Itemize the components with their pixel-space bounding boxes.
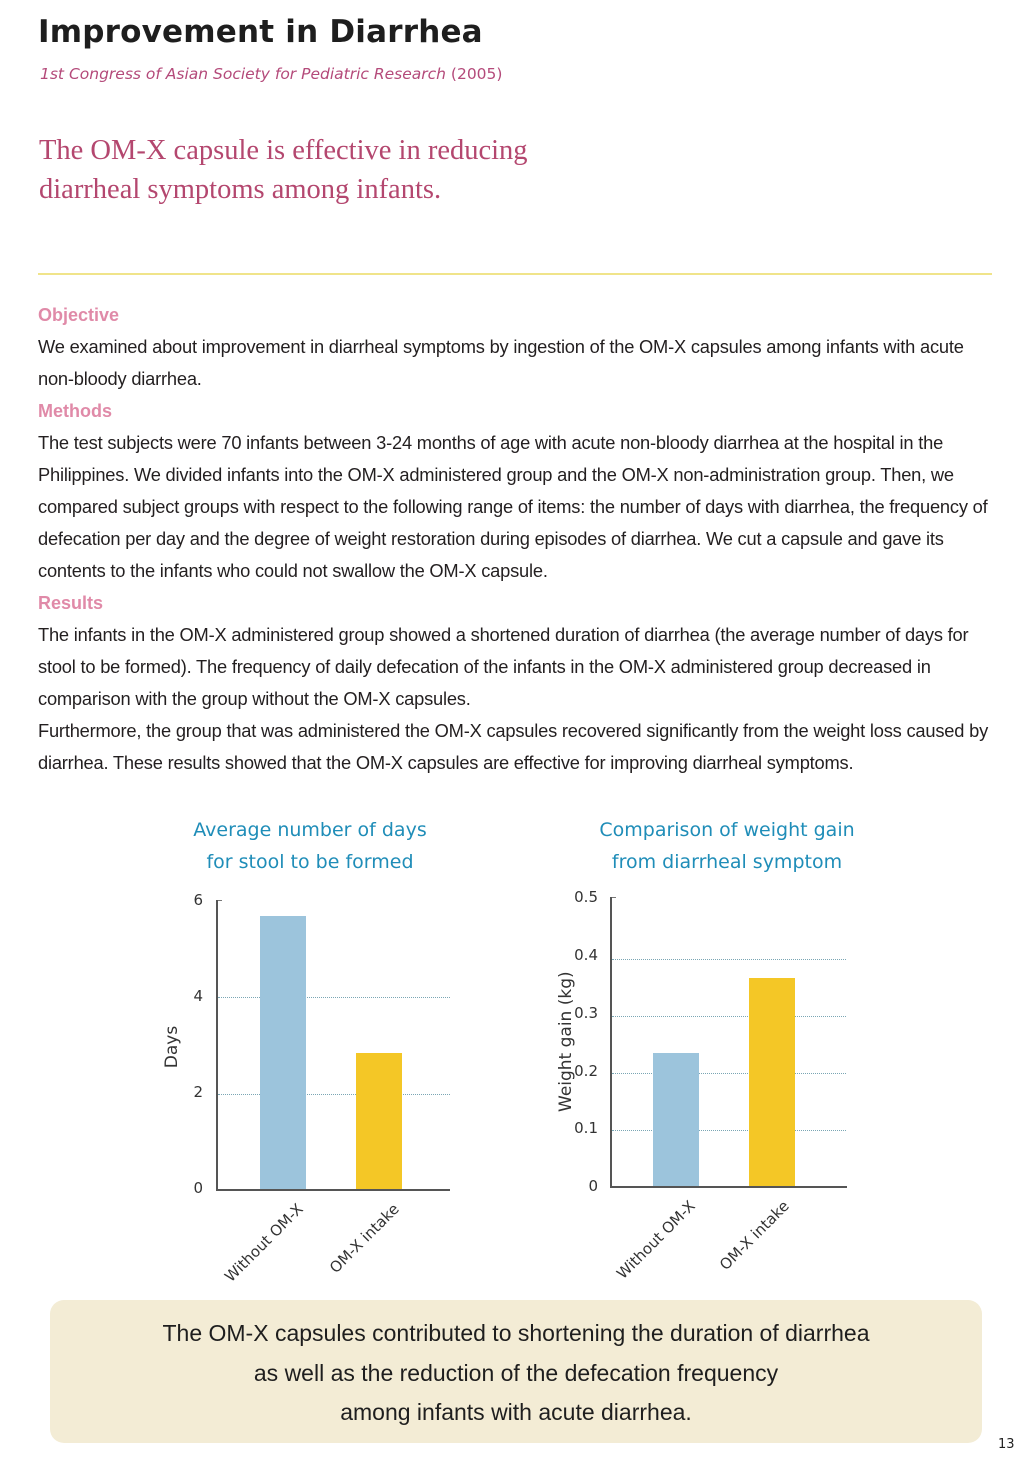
days-y-axis: [216, 900, 218, 1190]
y-tick-0.5: 0.5: [574, 888, 598, 906]
objective-body: We examined about improvement in diarrheal symptoms by ingestion of the OM-X capsules among infants with acute non-bloody diarrhea.: [38, 336, 964, 389]
weight-x-axis: [610, 1186, 847, 1188]
bar-without-omx-weight: [653, 1053, 699, 1187]
weight-chart-title: [567, 814, 887, 878]
bar-without-omx-days: [260, 916, 306, 1190]
headline: [39, 131, 659, 209]
methods-section: [38, 395, 998, 587]
bar-omx-intake-days: [356, 1053, 402, 1190]
results-body-2: Furthermore, the group that was administered the OM-X capsules recovered significantly from the weight loss caused by diarrhea. These results showed that the OM-X capsules are effective for improving diarrheal symptoms.: [38, 720, 989, 773]
y-tick-0: 0: [588, 1177, 598, 1195]
weight-y-axis-title: Weight gain (kg): [556, 971, 576, 1112]
headline-line-2: diarrheal symptoms among infants.: [39, 174, 442, 205]
y-tick-6: 6: [193, 891, 203, 909]
results-section: [38, 587, 998, 779]
conclusion-line-3: among infants with acute diarrhea.: [340, 1399, 692, 1425]
gridline-0.3: [612, 1016, 846, 1017]
days-chart-title: [160, 814, 460, 878]
results-body-1: The infants in the OM-X administered group showed a shortened duration of diarrhea (the average number of days for stool to be formed). The frequency of daily defecation of the infants in the OM-X administered group decreased in comparison with the group without the OM-X capsules.: [38, 624, 969, 709]
results-heading: Results: [38, 593, 104, 613]
days-x-axis: [216, 1189, 450, 1191]
methods-body: The test subjects were 70 infants between 3-24 months of age with acute non-bloody diarrhea at the hospital in the Philippines. We divided infants into the OM-X administered group and the OM-X non-administration group. Then, we compared subject groups with respect to the following range of items: the number of days with diarrhea, the frequency of defecation per day and the degree of weight restoration during episodes of diarrhea. We cut a capsule and gave its contents to the infants who could not swallow the OM-X capsule.: [38, 432, 988, 581]
conclusion-box: [50, 1300, 982, 1443]
weight-y-axis: [610, 897, 612, 1187]
x-label-without-omx: Without OM-X: [221, 1200, 307, 1286]
bar-omx-intake-weight: [749, 978, 795, 1187]
y-tick-2: 2: [193, 1083, 203, 1101]
weight-chart-title-line-1: Comparison of weight gain: [599, 819, 855, 841]
source-year: (2005): [450, 65, 503, 83]
objective-section: [38, 299, 998, 395]
gridline-2: [218, 1094, 450, 1095]
source-name: 1st Congress of Asian Society for Pediatric Research: [40, 65, 446, 83]
x-label-omx-intake: OM-X intake: [325, 1200, 403, 1277]
headline-line-1: The OM-X capsule is effective in reducing: [39, 135, 528, 166]
y-tick-0.2: 0.2: [574, 1062, 598, 1080]
y-tick-0.3: 0.3: [574, 1004, 598, 1022]
objective-heading: Objective: [38, 305, 120, 325]
conclusion-line-1: The OM-X capsules contributed to shortening the duration of diarrhea: [162, 1320, 870, 1346]
gridline-0.1: [612, 1130, 846, 1131]
methods-heading: Methods: [38, 401, 112, 421]
weight-chart-title-line-2: from diarrheal symptom: [611, 851, 843, 873]
days-chart-title-line-1: Average number of days: [193, 819, 427, 841]
y-tick-0.4: 0.4: [574, 946, 598, 964]
y-tick-0.1: 0.1: [574, 1119, 598, 1137]
divider: [38, 273, 992, 275]
days-y-axis-title: Days: [162, 1025, 182, 1069]
x-label-omx-intake: OM-X intake: [715, 1197, 793, 1274]
source-citation: [40, 65, 502, 83]
gridline-0.2: [612, 1073, 846, 1074]
gridline-0.4: [612, 959, 846, 960]
page-number: 13: [998, 1437, 1015, 1452]
x-label-without-omx: Without OM-X: [613, 1197, 699, 1283]
gridline-4: [218, 997, 450, 998]
y-tick-4: 4: [193, 987, 203, 1005]
days-chart-title-line-2: for stool to be formed: [206, 851, 414, 873]
conclusion-line-2: as well as the reduction of the defecation frequency: [253, 1359, 779, 1386]
page-title: Improvement in Diarrhea: [38, 14, 483, 50]
y-tick-0: 0: [193, 1179, 203, 1197]
